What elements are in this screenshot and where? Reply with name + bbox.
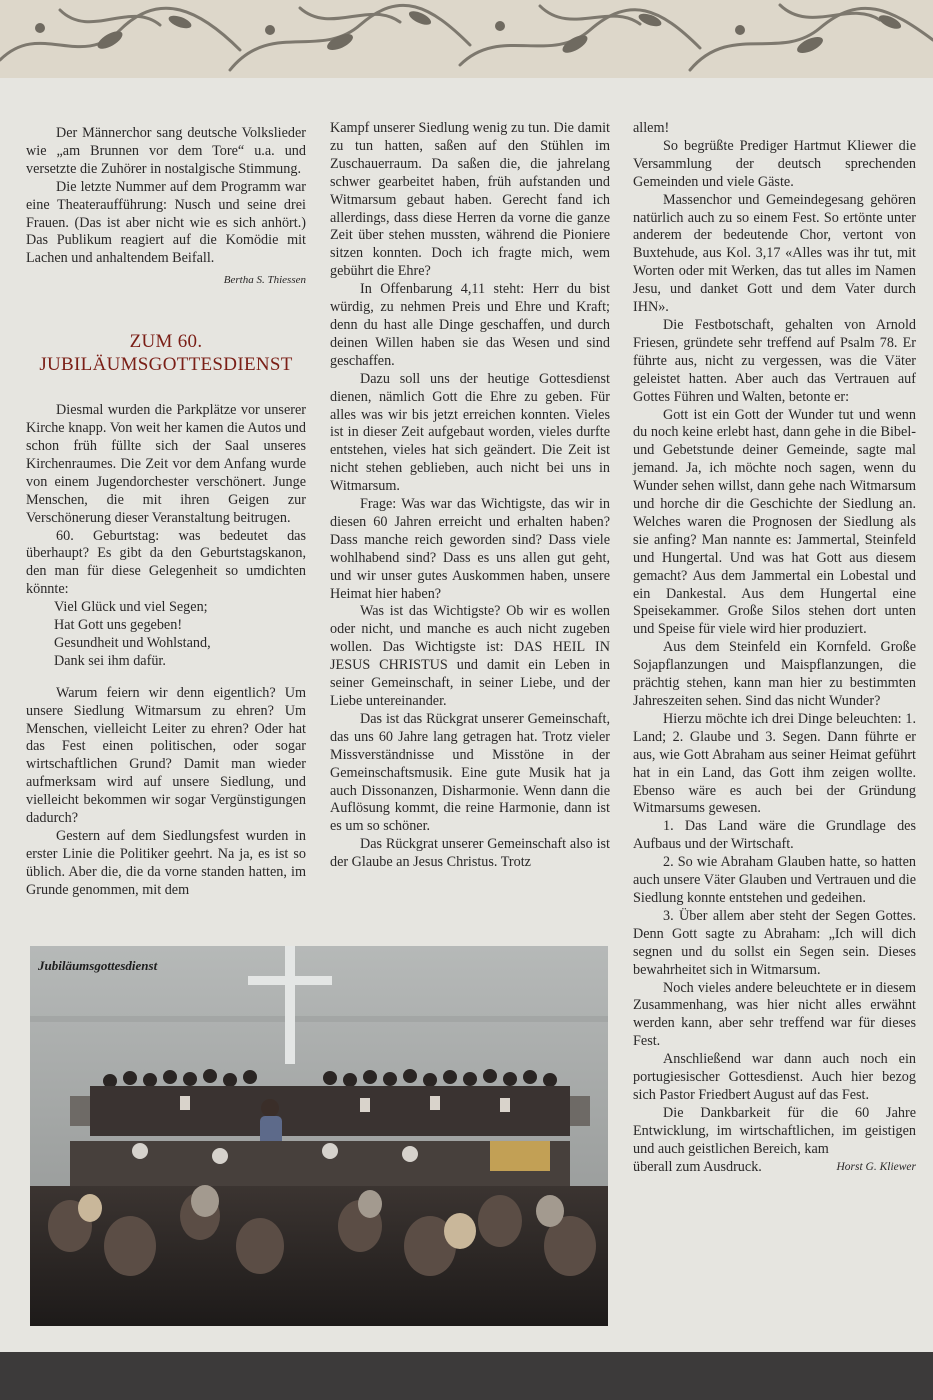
poem-line: Dank sei ihm dafür. xyxy=(54,652,166,669)
paragraph: Die letzte Nummer auf dem Programm war eine Theateraufführung: Nusch und seine drei Frauen. (Das ist aber nicht wie es sich anhört.) Das Publikum reagiert auf die Komödie mit Lachen und anhaltendem Beifall. xyxy=(26,178,306,267)
poem xyxy=(54,599,306,671)
paragraph: Diesmal wurden die Parkplätze vor unserer Kirche knapp. Von weit her kamen die Autos und schon früh füllte sich der Saal unseres Kirchenraumes. Die Zeit vor dem Anfang wurde von einem Jugendorchester verschönert. Junge Menschen, die mit ihren Geigen zur Verschönerung dieser Veranstaltung beitrugen. xyxy=(26,402,306,526)
page-bottom-edge xyxy=(0,1352,933,1400)
photo-illustration xyxy=(30,946,608,1326)
paragraph: Aus dem Steinfeld ein Kornfeld. Große Sojapflanzungen und Maispflanzungen, die prächtig stehen, kann man hier zu bestimmten Jahreszeiten sehen. Sind das nicht Wunder? xyxy=(633,639,916,709)
author-signature: Bertha S. Thiessen xyxy=(223,274,306,287)
paragraph: Das Rückgrat unserer Gemeinschaft also ist der Glaube an Jesus Christus. Trotz xyxy=(330,836,610,871)
paragraph: Die Festbotschaft, gehalten von Arnold Friesen, gründete sehr treffend auf Psalm 78. Er führte aus, nicht zu vergessen, was die Väter geleistet hatten. Aber auch das Vertrauen auf Gottes Führen und Walten, betonte er: xyxy=(633,316,916,405)
author-signature: Horst G. Kliewer xyxy=(836,1160,916,1173)
paragraph: Hierzu möchte ich drei Dinge beleuchten: 1. Land; 2. Glaube und 3. Segen. Dann führte er aus, wie Gott Abraham aus seiner Heimat geführt hat in ein Land, das Gott ihm zeigen wollte. Ebenso wäre es auch bei der Gründung Witmarsums gewesen. xyxy=(633,710,916,817)
paragraph: Noch vieles andere beleuchtete er in diesem Zusammenhang, was hier nicht alles erwähnt werden kann, aber sehr treffend war für dieses Fest. xyxy=(633,979,916,1050)
paragraph: 60. Geburtstag: was bedeutet das überhaupt? Es gibt da den Geburtstagskanon, den man für diese Gelegenheit so umdichten könnte: xyxy=(26,527,306,598)
paragraph: Das ist das Rückgrat unserer Gemeinschaft, das uns 60 Jahre lang getragen hat. Trotz vieler Missverständnisse und Misstöne in der Gemeinschaftsmusik. Eine gute Musik hat ja auch Dissonanzen, Disharmonie. Wenn dann die Auflösung kommt, die reine Harmonie, dann ist es um so schöner. xyxy=(330,710,610,835)
paragraph: 2. So wie Abraham Glauben hatte, so hatten auch unsere Väter Glauben und Vertrauen und die Siedlung konnte entstehen und gedeihen. xyxy=(633,854,916,906)
poem-line: Hat Gott uns gegeben! xyxy=(54,617,183,634)
closing-line xyxy=(633,1159,916,1177)
column-2 xyxy=(330,120,610,872)
paragraph: Der Männerchor sang deutsche Volkslieder wie „am Brunnen vor dem Tore“ u.a. und versetzte die Zuhörer in nostalgische Stimmung. xyxy=(26,125,306,177)
paragraph: In Offenbarung 4,11 steht: Herr du bist würdig, zu nehmen Preis und Ehre und Kraft; denn du hast alle Dinge geschaffen, und durch deinen Willen haben sie das Wesen und sind geschaffen. xyxy=(330,281,610,369)
paragraph: Dazu soll uns der heutige Gottesdienst dienen, nämlich Gott die Ehre zu geben. Für alles was wir bis jetzt erreichen konnten. Vieles ist in dieser Zeit aufgebaut worden, vieles durfte entstehen, vieles hat sich geändert. Die Zeit ist nicht stehen geblieben, auch nicht bei uns in Witmarsum. xyxy=(330,370,610,495)
service-photo xyxy=(30,946,608,1326)
closing-text: überall zum Ausdruck. xyxy=(633,1158,762,1175)
column-3 xyxy=(633,120,916,1176)
paragraph: allem! xyxy=(633,120,670,136)
poem-line: Gesundheit und Wohlstand, xyxy=(54,634,211,651)
paragraph: So begrüßte Prediger Hartmut Kliewer die Versammlung der deutsch sprechenden Gemeinden und viele Gäste. xyxy=(633,137,916,190)
paragraph: 3. Über allem aber steht der Segen Gottes. Denn Gott sagte zu Abraham: „Ich will dich segnen und du sollst ein Segen sein. Dieses bewahrheitet sich in Witmarsum. xyxy=(633,907,916,978)
heading-line-1: ZUM 60. xyxy=(129,331,203,353)
paragraph: Anschließend war dann auch noch ein portugiesischer Gottesdienst. Auch hier bezog sich Pastor Friedbert August auf das Fest. xyxy=(633,1051,916,1103)
floral-ornament xyxy=(0,0,933,78)
paragraph: Frage: Was war das Wichtigste, das wir in diesen 60 Jahren erreicht und erhalten haben? Dass manche reich geworden sind? Dass viele wohlhabend sind? Dass es uns allen gut geht, und wir unser gutes Auskommen haben, unsere Heimat hier haben? xyxy=(330,496,610,602)
heading-line-2: JUBILÄUMSGOTTESDIENST xyxy=(39,354,293,376)
paragraph: Gestern auf dem Siedlungsfest wurden in erster Linie die Politiker geehrt. Na ja, es ist so üblich. Aber die, die da vorne standen hatten, im Grunde genommen, mit dem xyxy=(26,828,306,898)
paragraph: Massenchor und Gemeindegesang gehören natürlich auch zu so einem Fest. So ertönte unter anderem der bedeutende Chor, vertont von Buxtehude, aus Kol. 3,17 «Alles was ihr tut, mit Worten oder mit Werken, das tut alles im Namen Jesu, und danket Gott und dem Vater durch IHN». xyxy=(633,191,916,316)
column-1 xyxy=(26,125,306,900)
article-heading xyxy=(26,330,306,376)
poem-line: Viel Glück und viel Segen; xyxy=(54,599,208,616)
paragraph: 1. Das Land wäre die Grundlage des Aufbaus und der Wirtschaft. xyxy=(633,818,916,853)
paragraph: Warum feiern wir denn eigentlich? Um unsere Siedlung Witmarsum zu ehren? Um Menschen, vielleicht Leiter zu ehren? Oder hat das Fest einen politischen, oder sogar wirtschaftlichen Grund? Damit man wieder aufmerksam wird auf unsere Siedlung, und vielleicht bekommen wir sogar Vergünstigungen dadurch? xyxy=(26,684,306,827)
paragraph: Gott ist ein Gott der Wunder tut und wenn du noch keine erlebt hast, dann gehe in die Bibel- und Gebetstunde deiner Gemeinde, sagte mal jemand. Ja, ich möchte noch sagen, wenn du Wunder sehen willst, dann gehe nach Witmarsum und horche dir die Geschichte der Siedlung an. Welches waren die Prognosen der Siedlung als sie anfing? Man nannte es: Jammertal, Steinfeld und Hungertal. Und was hat Gott aus diesem gemacht? Aus dem Jammertal ein Lobestal und ein Dankestal. Aus dem Hungertal eine Speisekammer. Große Silos stehen dort unten und Speise für viele wird hier produziert. xyxy=(633,406,916,638)
paragraph: Die Dankbarkeit für die 60 Jahre Entwicklung, im wirtschaftlichen, im geistigen und auch geistlichen Bereich, kam xyxy=(633,1104,916,1157)
floral-banner xyxy=(0,0,933,78)
paragraph: Was ist das Wichtigste? Ob wir es wollen oder nicht, und manche es auch nicht zugeben wollen. Das Wichtigste ist: DAS HEIL IN JESUS CHRISTUS und damit ein Leben in seiner Gemeinschaft, in seiner Liebe, und der Liebe untereinander. xyxy=(330,603,610,709)
photo-caption: Jubiläumsgottesdienst xyxy=(38,958,158,973)
paragraph: Kampf unserer Siedlung wenig zu tun. Die damit zu tun hatten, saßen auf den Stühlen im Zuschauerraum. Da saßen die, die jahrelang schwer gearbeitet haben, früh aufstanden und Witmarsum gebaut haben. Gerecht fand ich allerdings, dass diese Herren da vorne die ganze Zeit über stehen mussten, während die Pioniere sitzen konnten. Doch ich fragte mich, wem gebührt die Ehre? xyxy=(330,120,610,280)
